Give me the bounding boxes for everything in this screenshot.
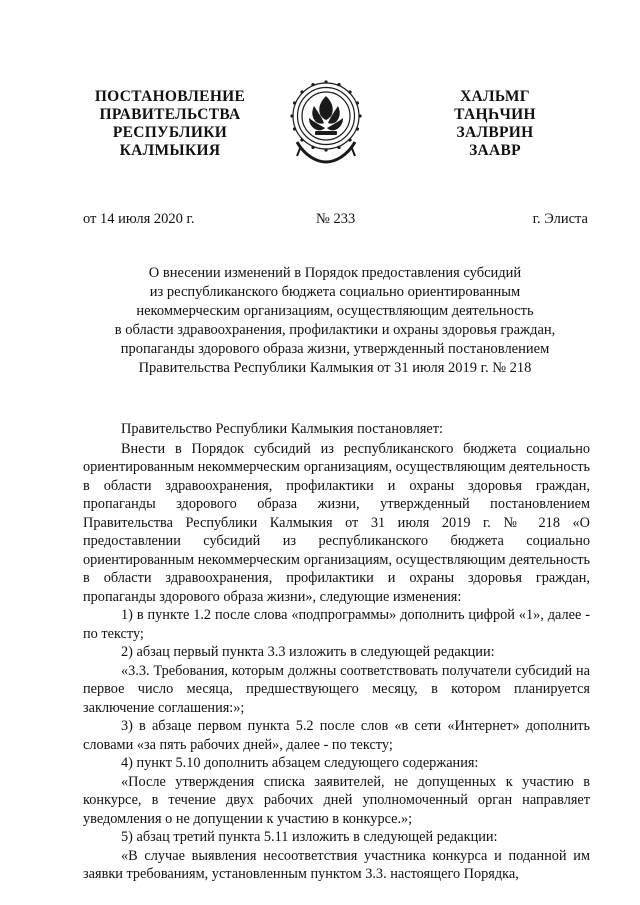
decree-number: № 233 [316, 211, 356, 227]
title-line: пропаганды здорового образа жизни, утвержденный постановлением [120, 341, 550, 357]
decree-city: г. Элиста [532, 211, 588, 227]
body-paragraph: 3) в абзаце первом пункта 5.2 после слов «в сети «Интернет» дополнить словами «за пять рабочих дней», далее - по тексту; [83, 718, 590, 753]
header-right-line: ТАҢҺЧИН [454, 106, 536, 123]
header-left-line: ПОСТАНОВЛЕНИЕ [94, 88, 246, 105]
body-paragraph: Внести в Порядок субсидий из республиканского бюджета социально ориентированным некоммерческим организациям, осуществляющим деятельность в области здравоохранения, профилактики и охраны здоровья граждан, пропаганды здорового образа жизни, утвержденный постановлением Правительства Республики Калмыкия от 31 июля 2019 г. № 218 «О предоставлении субсидий из республиканского бюджета социально ориентированным некоммерческим организациям, осуществляющим деятельность в области здравоохранения, профилактики и охраны здоровья граждан, пропаганды здорового образа жизни», следующие изменения: [83, 440, 590, 605]
header-right-line: ХАЛЬМГ [460, 88, 530, 105]
body-paragraph: 1) в пункте 1.2 после слова «подпрограммы» дополнить цифрой «1», далее - по тексту; [83, 607, 590, 642]
header-left-line: КАЛМЫКИЯ [119, 142, 221, 159]
header-right-line: ЗААВР [469, 142, 521, 159]
title-line: из республиканского бюджета социально ориентированным [149, 284, 521, 300]
body-paragraph: «В случае выявления несоответствия участника конкурса и поданной им заявки требованиям, установленным пунктом 3.3. настоящего Порядка, [83, 847, 590, 882]
preamble: Правительство Республики Калмыкия постановляет: [121, 421, 443, 437]
title-line: некоммерческим организациям, осуществляющим деятельность [136, 303, 534, 319]
body-paragraph: 5) абзац третий пункта 5.11 изложить в следующей редакции: [121, 829, 498, 845]
title-line: Правительства Республики Калмыкия от 31 июля 2019 г. № 218 [138, 360, 532, 376]
decree-date: от 14 июля 2020 г. [83, 211, 195, 227]
body-paragraph: «После утверждения списка заявителей, не допущенных к участию в конкурсе, в течение двух рабочих дней уполномоченный орган направляет уведомления о не допущении к участию в конкурсе.»; [83, 773, 590, 827]
header-left-line: ПРАВИТЕЛЬСТВА [99, 106, 241, 123]
title-line: О внесении изменений в Порядок предоставления субсидий [148, 265, 522, 281]
body-paragraph: 4) пункт 5.10 дополнить абзацем следующего содержания: [121, 755, 479, 771]
header-left-line: РЕСПУБЛИКИ [112, 124, 228, 141]
coat-of-arms-icon [287, 76, 365, 166]
title-line: в области здравоохранения, профилактики и охраны здоровья граждан, [114, 322, 556, 338]
document-body [83, 420, 590, 884]
header-left-russian [80, 88, 260, 160]
header-right-kalmyk [410, 88, 580, 160]
body-paragraph: «3.3. Требования, которым должны соответствовать получатели субсидий на первое число месяца, предшествующего месяцу, в котором планируется заключение соглашения:»; [83, 662, 590, 716]
body-paragraph: 2) абзац первый пункта 3.3 изложить в следующей редакции: [121, 644, 495, 660]
header-right-line: ЗАЛВРИН [456, 124, 534, 141]
document-title [60, 264, 610, 378]
